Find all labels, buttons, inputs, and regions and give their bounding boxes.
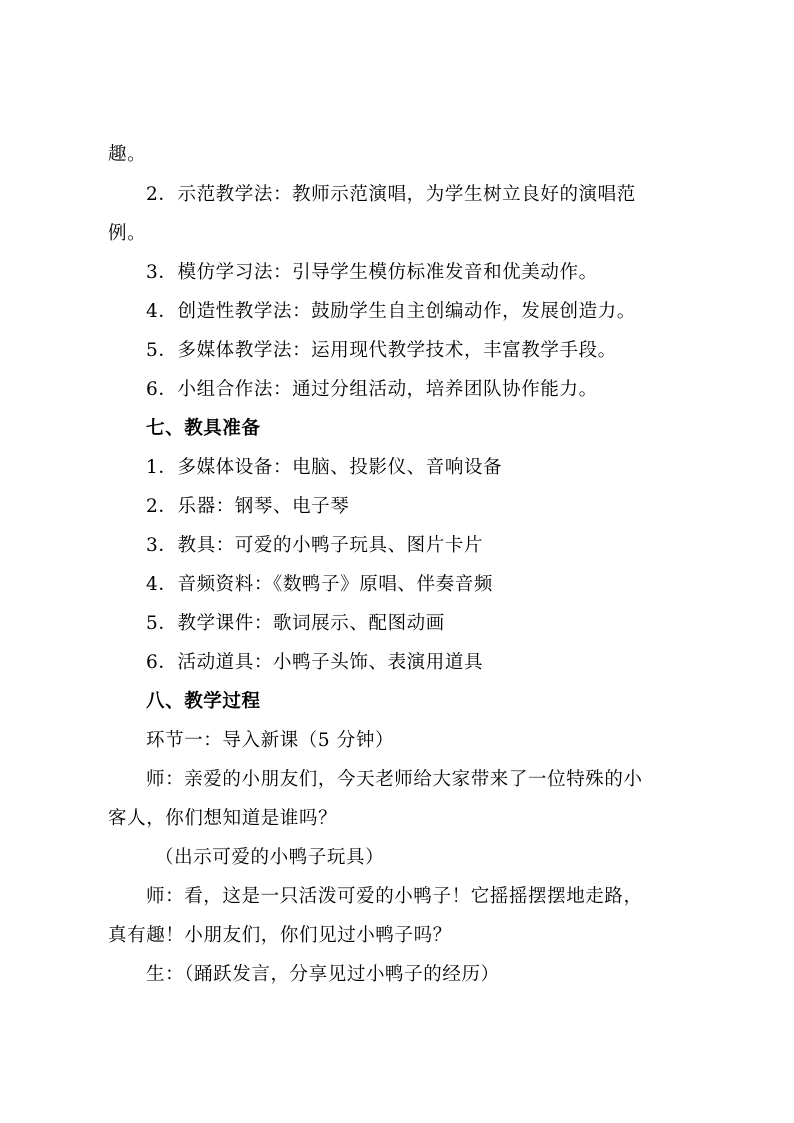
stage-note: （出示可爱的小鸭子玩具） bbox=[155, 847, 385, 868]
method-3: 3．模仿学习法：引导学生模仿标准发音和优美动作。 bbox=[146, 262, 598, 283]
method-5: 5．多媒体教学法：运用现代教学技术，丰富教学手段。 bbox=[146, 340, 617, 361]
teacher-line-1-cont: 客人，你们想知道是谁吗？ bbox=[108, 808, 338, 829]
teacher-line-2: 师：看，这是一只活泼可爱的小鸭子！它摇摇摆摆地走路， bbox=[146, 886, 643, 907]
prep-item-2: 2．乐器：钢琴、电子琴 bbox=[146, 496, 350, 517]
method-4: 4．创造性教学法：鼓励学生自主创编动作，发展创造力。 bbox=[146, 301, 636, 322]
section-heading-8: 八、教学过程 bbox=[146, 691, 261, 712]
prep-item-6: 6．活动道具：小鸭子头饰、表演用道具 bbox=[146, 652, 484, 673]
method-6: 6．小组合作法：通过分组活动，培养团队协作能力。 bbox=[146, 379, 598, 400]
student-line: 生：（踊跃发言，分享见过小鸭子的经历） bbox=[146, 964, 500, 985]
text-line: 例。 bbox=[108, 223, 147, 244]
teacher-line-1: 师：亲爱的小朋友们，今天老师给大家带来了一位特殊的小 bbox=[146, 769, 643, 790]
section-heading-7: 七、教具准备 bbox=[146, 418, 261, 439]
text-line: 趣。 bbox=[108, 144, 147, 165]
step-heading: 环节一：导入新课（5 分钟） bbox=[146, 730, 395, 751]
prep-item-5: 5．教学课件：歌词展示、配图动画 bbox=[146, 613, 445, 634]
method-2: 2．示范教学法：教师示范演唱，为学生树立良好的演唱范 bbox=[146, 184, 636, 205]
prep-item-1: 1．多媒体设备：电脑、投影仪、音响设备 bbox=[146, 457, 503, 478]
prep-item-3: 3．教具：可爱的小鸭子玩具、图片卡片 bbox=[146, 535, 484, 556]
prep-item-4: 4．音频资料：《数鸭子》原唱、伴奏音频 bbox=[146, 574, 493, 595]
teacher-line-2-cont: 真有趣！小朋友们，你们见过小鸭子吗？ bbox=[108, 925, 452, 946]
